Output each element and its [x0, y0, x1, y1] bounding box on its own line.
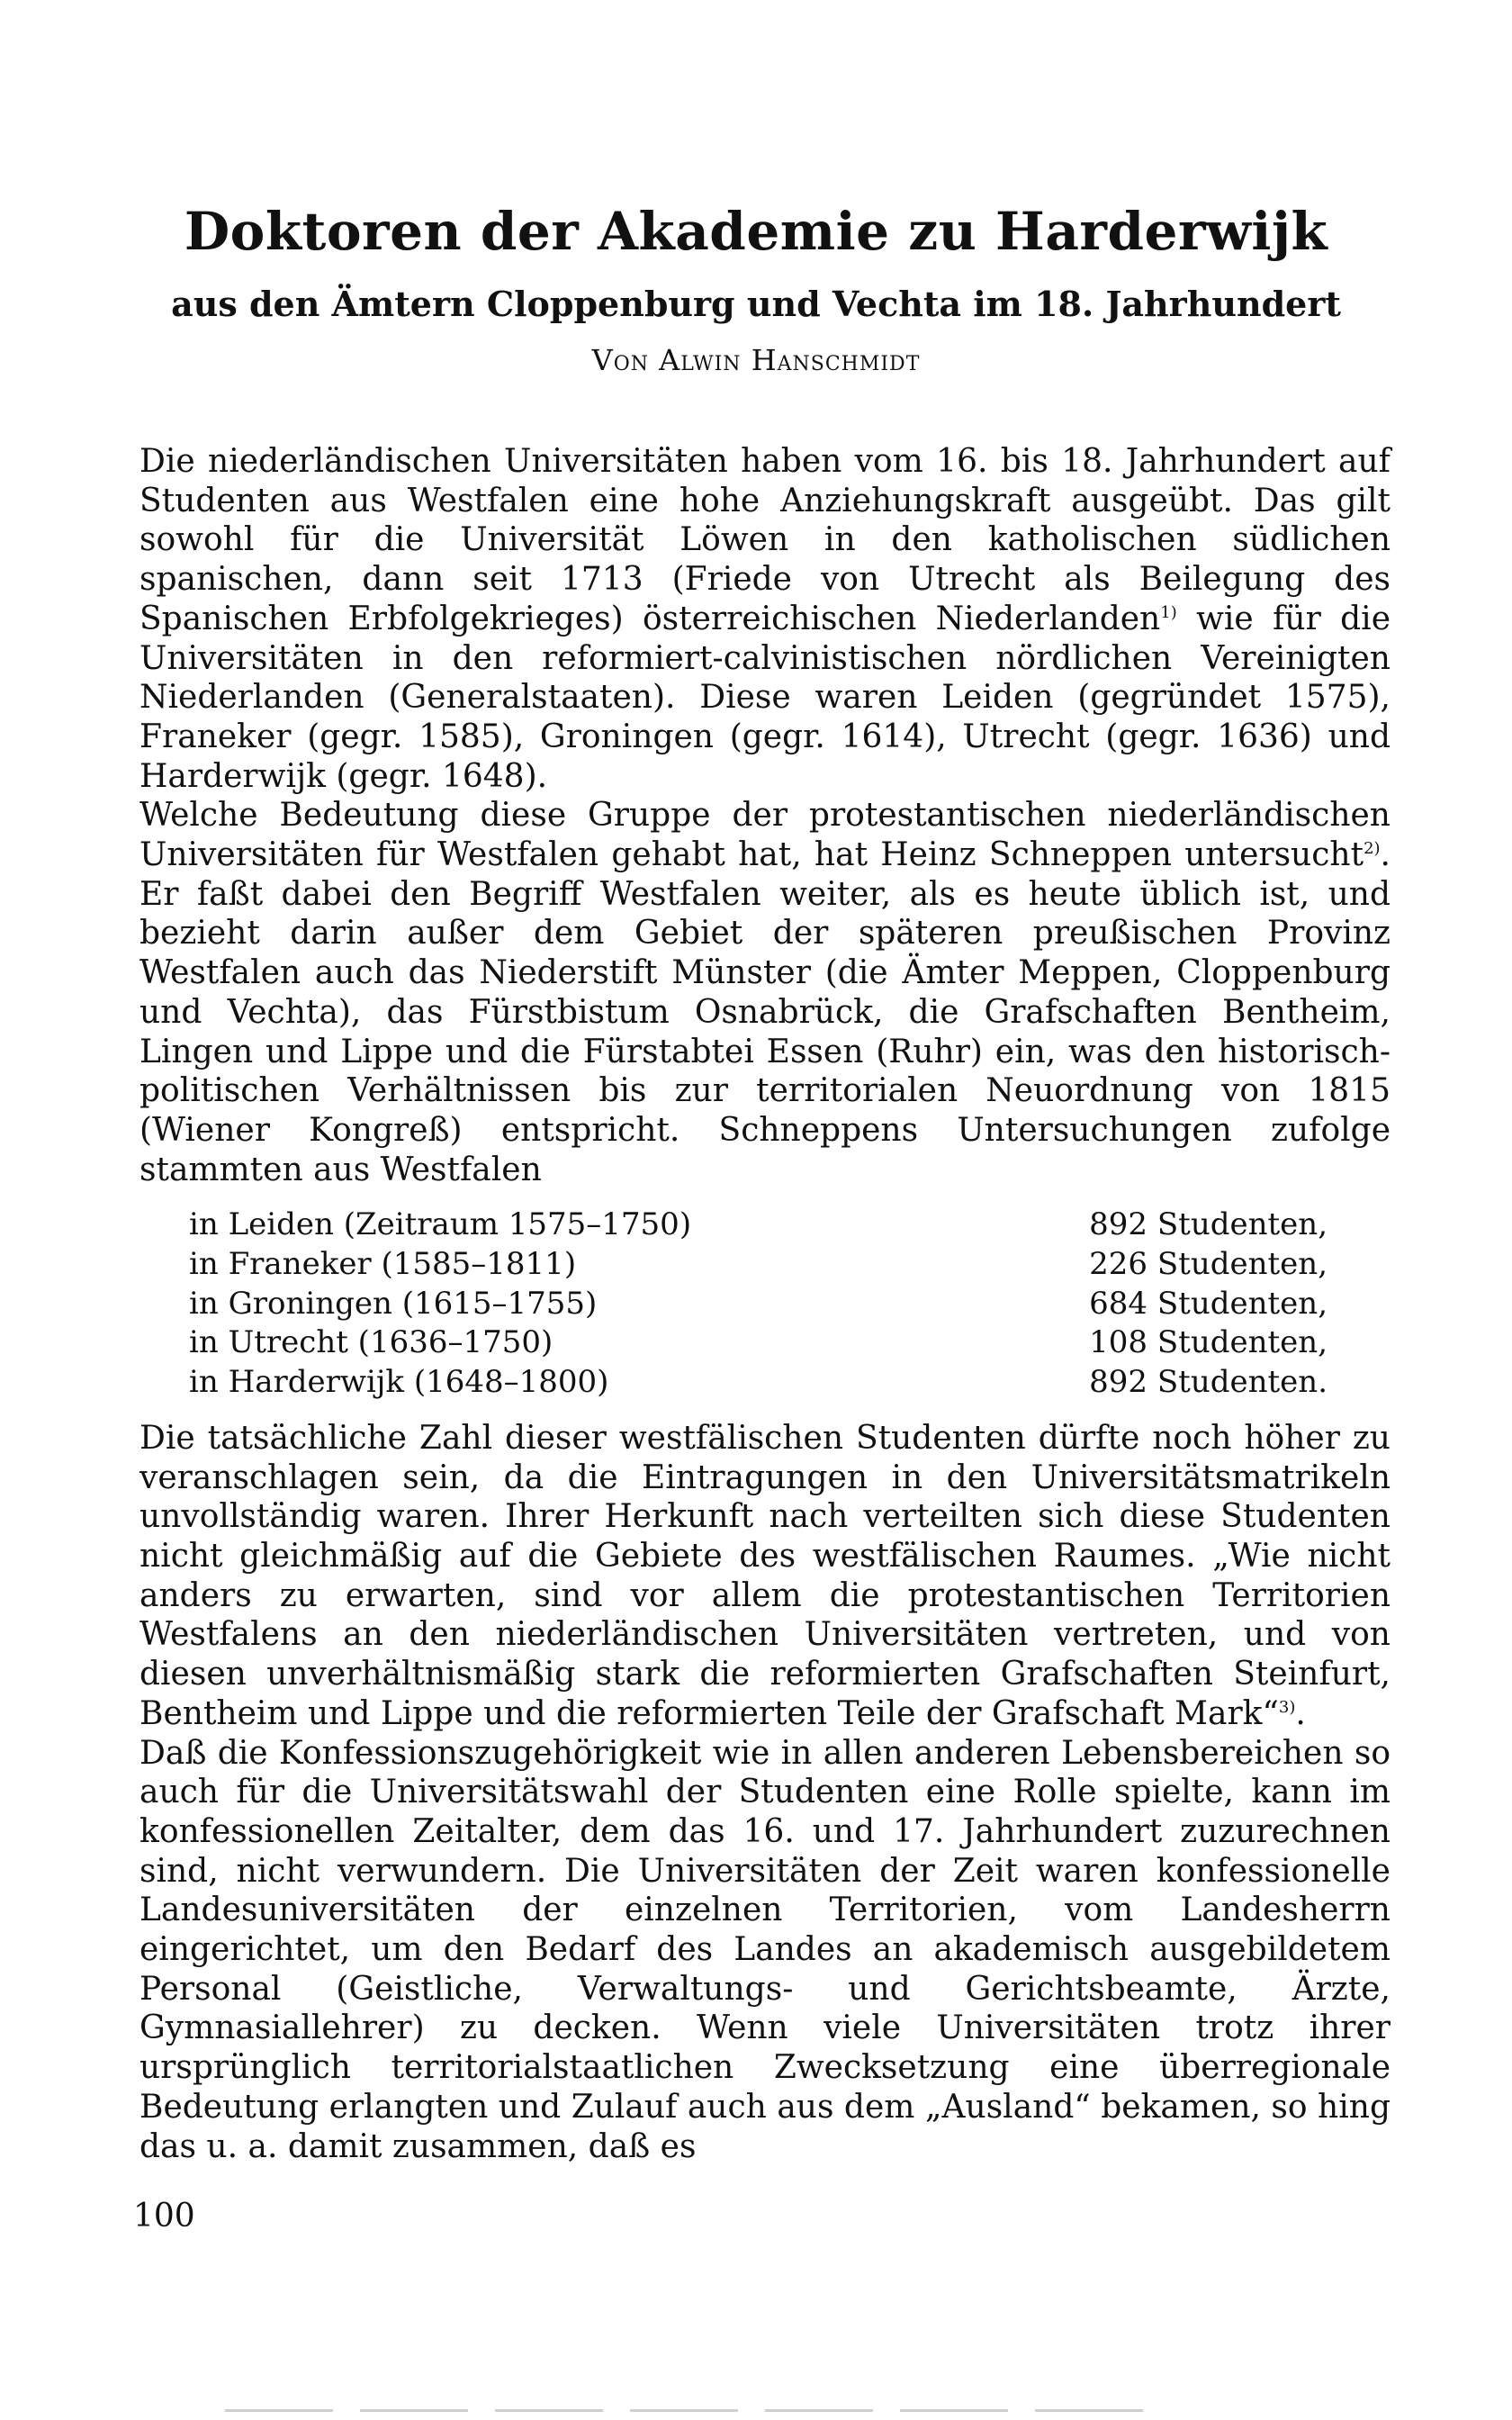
paragraph-1-text-a: Die niederländischen Universitäten haben vom 16. bis 18. Jahrhundert auf Studenten aus Westfalen eine hohe Anziehungskraft ausgeübt. Das gilt sowohl für die Universität Löwen in den katholischen südlichen spanischen, dann seit 1713 (Friede von Utrecht als Beilegung des Spanischen Erbfolgekrieges) österreichischen Niederlanden: [140, 443, 1390, 637]
paragraph-2-text-b: . Er faßt dabei den Begriff Westfalen weiter, als es heute üblich ist, und bezieht darin außer dem Gebiet der späteren preußischen Provinz Westfalen auch das Niederstift Münster (die Ämter Meppen, Cloppenburg und Vechta), das Fürstbistum Osnabrück, die Grafschaften Bentheim, Lingen und Lippe und die Fürstabtei Essen (Ruhr) ein, was den historisch-politischen Verhältnissen bis zur territorialen Neuordnung von 1815 (Wiener Kongreß) entspricht. Schneppens Untersuchungen zufolge stammten aus Westfalen: [140, 836, 1390, 1188]
student-statistics-list: [189, 1205, 1328, 1403]
statistics-count: 684 Studenten,: [1089, 1285, 1328, 1322]
statistics-place: in Leiden (Zeitraum 1575–1750): [189, 1206, 692, 1243]
statistics-row: [189, 1323, 1328, 1363]
statistics-row: [189, 1205, 1328, 1245]
paragraph-2-text-a: Welche Bedeutung diese Gruppe der protestantischen niederländischen Universitäten für Westfalen gehabt hat, hat Heinz Schneppen untersucht: [140, 797, 1390, 874]
paragraph-4: Daß die Konfessionszugehörigkeit wie in allen anderen Lebensbereichen so auch für die Universitätswahl der Studenten eine Rolle spielte, kann im konfessionellen Zeitalter, dem das 16. und 17. Jahrhundert zuzurechnen sind, nicht verwundern. Die Universitäten der Zeit waren konfessionelle Landesuniversitäten der einzelnen Territorien, vom Landesherrn eingerichtet, um den Bedarf des Landes an akademisch ausgebildetem Personal (Geistliche, Verwaltungs- und Gerichtsbeamte, Ärzte, Gymnasiallehrer) zu decken. Wenn viele Universitäten trotz ihrer ursprünglich territorialstaatlichen Zwecksetzung eine überregionale Bedeutung erlangten und Zulauf auch aus dem „Ausland“ bekamen, so hing das u. a. damit zusammen, daß es: [140, 1734, 1390, 2165]
article-title: Doktoren der Akademie zu Harderwijk: [184, 201, 1328, 262]
statistics-count: 892 Studenten.: [1089, 1364, 1328, 1401]
footnote-ref-2: 2): [1364, 839, 1381, 859]
statistics-place: in Franeker (1585–1811): [189, 1246, 577, 1283]
statistics-row: [189, 1245, 1328, 1285]
paragraph-1: [140, 442, 1390, 796]
paragraph-3-text-b: .: [1295, 1694, 1306, 1732]
statistics-place: in Harderwijk (1648–1800): [189, 1364, 609, 1401]
statistics-count: 892 Studenten,: [1089, 1206, 1328, 1243]
article-body: [140, 442, 1390, 2166]
page-number: 100: [133, 2198, 195, 2235]
paragraph-3-text-a: Die tatsächliche Zahl dieser westfälischen Studenten dürfte noch höher zu veranschlagen sein, da die Eintragungen in den Universitätsmatrikeln unvollständig waren. Ihrer Herkunft nach verteilten sich diese Studenten nicht gleichmäßig auf die Gebiete des westfälischen Raumes. „Wie nicht anders zu erwarten, sind vor allem die protestantischen Territorien Westfalens an den niederländischen Universitäten vertreten, und von diesen unverhältnismäßig stark die reformierten Grafschaften Steinfurt, Bentheim und Lippe und die reformierten Teile der Grafschaft Mark“: [140, 1419, 1390, 1732]
footnote-ref-1: 1): [1160, 602, 1177, 622]
paragraph-2: [140, 796, 1390, 1189]
statistics-count: 226 Studenten,: [1089, 1246, 1328, 1283]
statistics-place: in Utrecht (1636–1750): [189, 1324, 554, 1361]
article-subtitle: aus den Ämtern Cloppenburg und Vechta im 18. Jahrhundert: [171, 284, 1341, 324]
statistics-row: [189, 1363, 1328, 1403]
statistics-place: in Groningen (1615–1755): [189, 1285, 598, 1322]
paragraph-3: [140, 1419, 1390, 1734]
footnote-ref-3: 3): [1278, 1697, 1296, 1717]
article-author: Von Alwin Hanschmidt: [591, 343, 921, 377]
statistics-count: 108 Studenten,: [1089, 1324, 1328, 1361]
paragraph-1-text-b: wie für die Universitäten in den reformiert-calvinistischen nördlichen Vereinigten Niederlanden (Generalstaaten). Diese waren Leiden (gegründet 1575), Franeker (gegr. 1585), Groningen (gegr. 1614), Utrecht (gegr. 1636) und Harderwijk (gegr. 1648).: [140, 600, 1390, 795]
statistics-row: [189, 1285, 1328, 1324]
footer-scan-artifact: [225, 2409, 1170, 2412]
